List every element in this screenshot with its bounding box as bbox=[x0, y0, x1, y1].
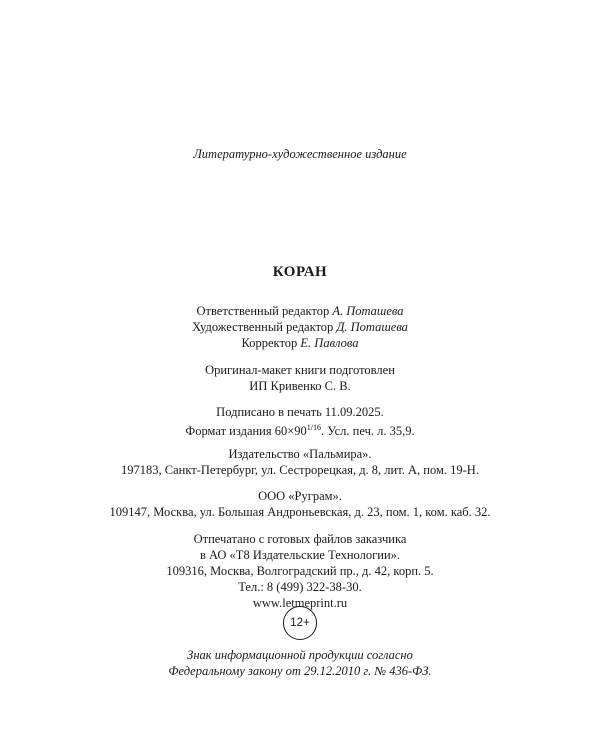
book-title: КОРАН bbox=[272, 264, 328, 280]
art-editor-line bbox=[0, 319, 600, 335]
printer-line1: Отпечатано с готовых файлов заказчика bbox=[193, 532, 407, 546]
printer-phone: Тел.: 8 (499) 322-38-30. bbox=[238, 580, 362, 594]
layout-credit-line1: Оригинал-макет книги подготовлен bbox=[205, 363, 395, 377]
proofreader-role: Корректор bbox=[241, 336, 298, 350]
info-sign-line1: Знак информационной продукции согласно bbox=[187, 648, 413, 662]
proofreader-name: Е. Павлова bbox=[300, 336, 359, 350]
publisher-address: 197183, Санкт-Петербург, ул. Сестрорецкая, д. 8, лит. А, пом. 19-Н. bbox=[121, 463, 479, 477]
printer-line2: в АО «Т8 Издательские Технологии». bbox=[199, 548, 401, 562]
layout-credit-line2: ИП Кривенко С. В. bbox=[249, 379, 351, 393]
print-format-fraction: 1/16 bbox=[306, 423, 322, 432]
art-editor-role: Художественный редактор bbox=[192, 320, 334, 334]
printer-website: www.letmeprint.ru bbox=[252, 596, 348, 610]
distributor-address: 109147, Москва, ул. Большая Андроньевская, д. 23, пом. 1, ком. каб. 32. bbox=[109, 505, 491, 519]
signed-to-print: Подписано в печать 11.09.2025. bbox=[216, 405, 384, 419]
printer-address: 109316, Москва, Волгоградский пр., д. 42, корп. 5. bbox=[166, 564, 434, 578]
print-format-suffix: . Усл. печ. л. 35,9. bbox=[321, 424, 415, 439]
print-format bbox=[0, 420, 600, 439]
responsible-editor-role: Ответственный редактор bbox=[196, 304, 330, 318]
publisher-name: Издательство «Пальмира». bbox=[228, 447, 372, 461]
art-editor-name: Д. Поташева bbox=[336, 320, 408, 334]
responsible-editor-line bbox=[0, 303, 600, 319]
info-sign-line2: Федеральному закону от 29.12.2010 г. № 436-ФЗ. bbox=[168, 664, 432, 678]
proofreader-line bbox=[0, 335, 600, 351]
age-rating-badge: 12+ bbox=[283, 606, 317, 640]
distributor-name: ООО «Руграм». bbox=[258, 489, 342, 503]
edition-type: Литературно-художественное издание bbox=[193, 147, 407, 161]
print-format-prefix: Формат издания 60×90 bbox=[185, 424, 307, 439]
responsible-editor-name: А. Поташева bbox=[332, 304, 404, 318]
